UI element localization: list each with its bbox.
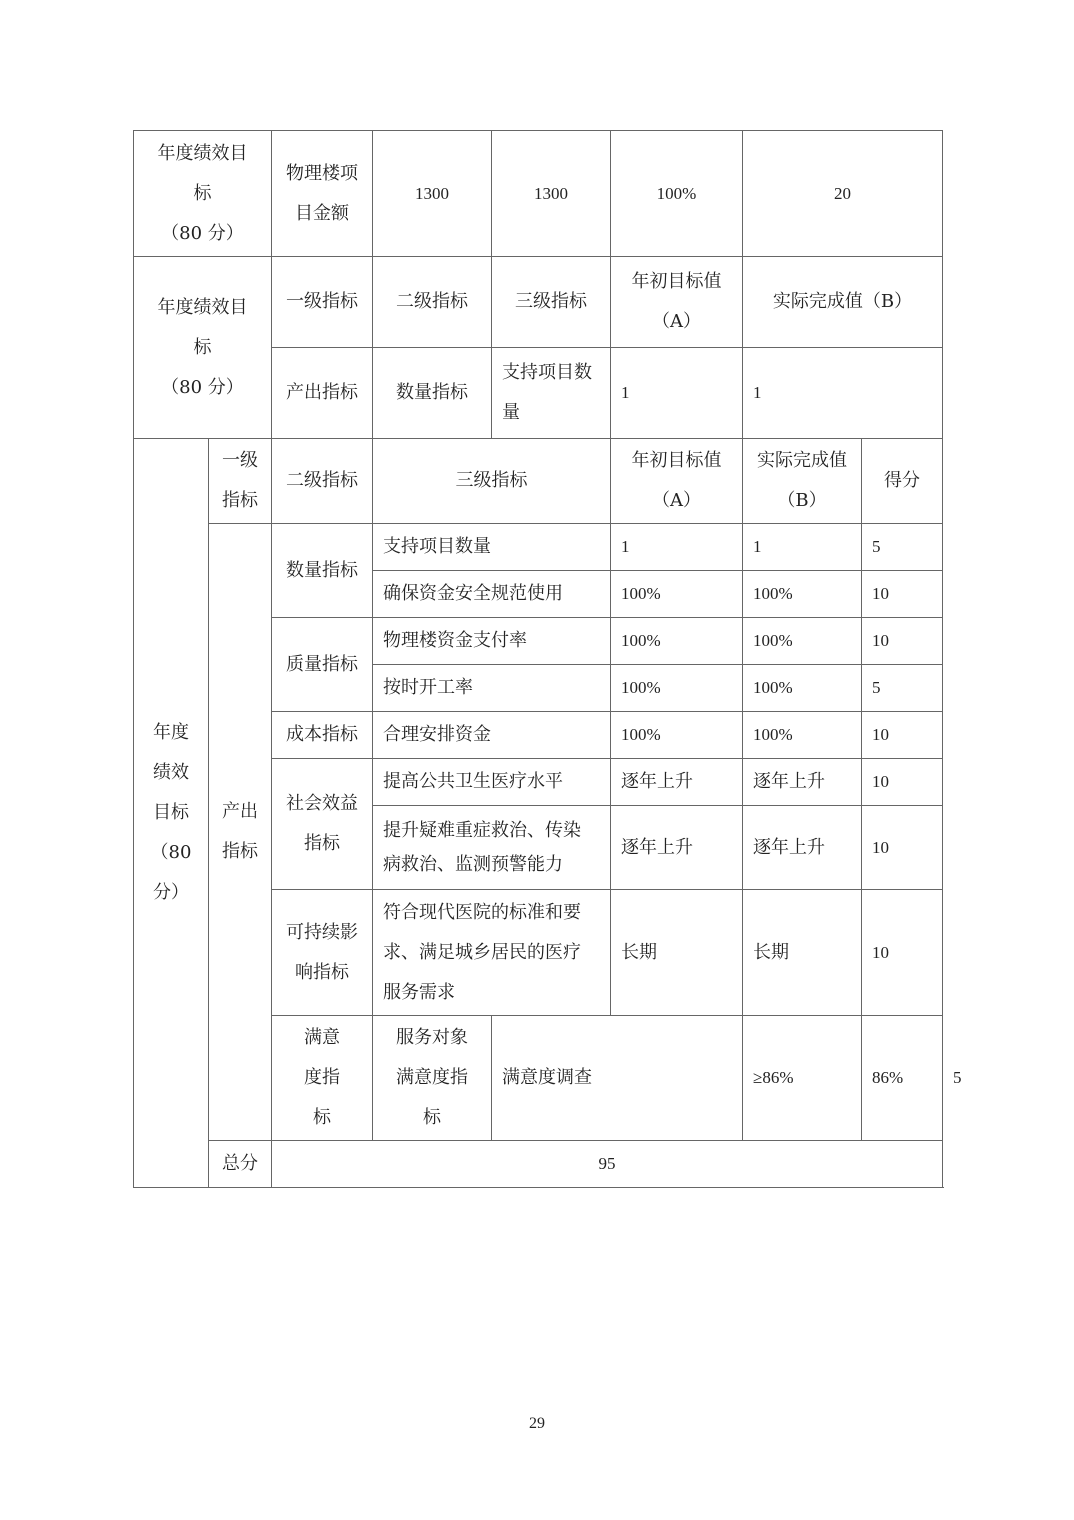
indicator: 提高公共卫生医疗水平 [373, 759, 611, 806]
header-level2: 二级指标 [373, 257, 492, 348]
target-value: 100% [611, 665, 743, 712]
indicator: 支持项目数量 [373, 524, 611, 571]
satisfaction-level2: 服务对象 满意度指 标 [373, 1016, 492, 1141]
score-value: 5 [862, 665, 943, 712]
header-actual: 实际完成值（B） [743, 257, 943, 348]
total-value: 95 [272, 1141, 943, 1188]
satisfaction-level1: 满意 度指 标 [272, 1016, 373, 1141]
actual-value: 100% [743, 665, 862, 712]
indicator: 物理楼资金支付率 [373, 618, 611, 665]
header-level1: 一级指标 [272, 257, 373, 348]
score-value: 10 [862, 806, 943, 890]
indicator: 提升疑难重症救治、传染 病救治、监测预警能力 [373, 806, 611, 890]
indicator: 按时开工率 [373, 665, 611, 712]
table-row [134, 257, 943, 348]
group-cost: 成本指标 [272, 712, 373, 759]
table-row [134, 1141, 943, 1188]
group-sustainability: 可持续影 响指标 [272, 890, 373, 1016]
performance-table [133, 130, 962, 1188]
row-level3: 支持项目数 量 [492, 348, 611, 439]
header-level3: 三级指标 [492, 257, 611, 348]
block1-value-2: 1300 [492, 131, 611, 257]
score-value: 5 [862, 524, 943, 571]
block2-label: 年度绩效目 标 （80 分） [134, 257, 272, 439]
target-value: 1 [611, 524, 743, 571]
actual-value: 1 [743, 524, 862, 571]
score-value: 10 [862, 571, 943, 618]
header-target: 年初目标值 （A） [611, 439, 743, 524]
block1-item: 物理楼项 目金额 [272, 131, 373, 257]
actual-value: 100% [743, 571, 862, 618]
header-score: 得分 [862, 439, 943, 524]
actual-value: 100% [743, 618, 862, 665]
table-row [134, 524, 943, 571]
header-target: 年初目标值 （A） [611, 257, 743, 348]
actual-value: 长期 [743, 890, 862, 1016]
target-value: ≥86% [743, 1016, 862, 1141]
block1-label: 年度绩效目 标 （80 分） [134, 131, 272, 257]
group-quantity: 数量指标 [272, 524, 373, 618]
block3-label: 年度 绩效 目标 （80 分） [134, 439, 209, 1188]
target-value: 长期 [611, 890, 743, 1016]
block1-value-3: 100% [611, 131, 743, 257]
table-row: 满意 度指 标 服务对象 满意度指 标 满意度调查 ≥86% 86% 5 [134, 1016, 943, 1141]
target-value: 100% [611, 571, 743, 618]
actual-value: 逐年上升 [743, 806, 862, 890]
indicator: 合理安排资金 [373, 712, 611, 759]
target-value: 100% [611, 712, 743, 759]
actual-value: 86% [862, 1016, 943, 1141]
target-value: 逐年上升 [611, 759, 743, 806]
page-number: 29 [529, 1415, 545, 1432]
row-level1: 产出指标 [272, 348, 373, 439]
score-value: 10 [862, 759, 943, 806]
group-social: 社会效益 指标 [272, 759, 373, 890]
row-level2: 数量指标 [373, 348, 492, 439]
actual-value: 逐年上升 [743, 759, 862, 806]
row-actual: 1 [743, 348, 943, 439]
output-indicator-label: 产出 指标 [209, 524, 272, 1141]
total-label: 总分 [209, 1141, 272, 1188]
score-value: 10 [862, 618, 943, 665]
header-level1: 一级 指标 [209, 439, 272, 524]
indicator: 确保资金安全规范使用 [373, 571, 611, 618]
indicator: 满意度调查 [492, 1016, 743, 1141]
table-row [134, 131, 943, 257]
target-value: 逐年上升 [611, 806, 743, 890]
header-level3: 三级指标 [373, 439, 611, 524]
header-level2: 二级指标 [272, 439, 373, 524]
actual-value: 100% [743, 712, 862, 759]
block1-value-4: 20 [743, 131, 943, 257]
header-actual: 实际完成值 （B） [743, 439, 862, 524]
target-value: 100% [611, 618, 743, 665]
row-target: 1 [611, 348, 743, 439]
block1-value-1: 1300 [373, 131, 492, 257]
score-value: 10 [862, 712, 943, 759]
indicator: 符合现代医院的标准和要 求、满足城乡居民的医疗 服务需求 [373, 890, 611, 1016]
table-row [134, 439, 943, 524]
group-quality: 质量指标 [272, 618, 373, 712]
score-value: 10 [862, 890, 943, 1016]
